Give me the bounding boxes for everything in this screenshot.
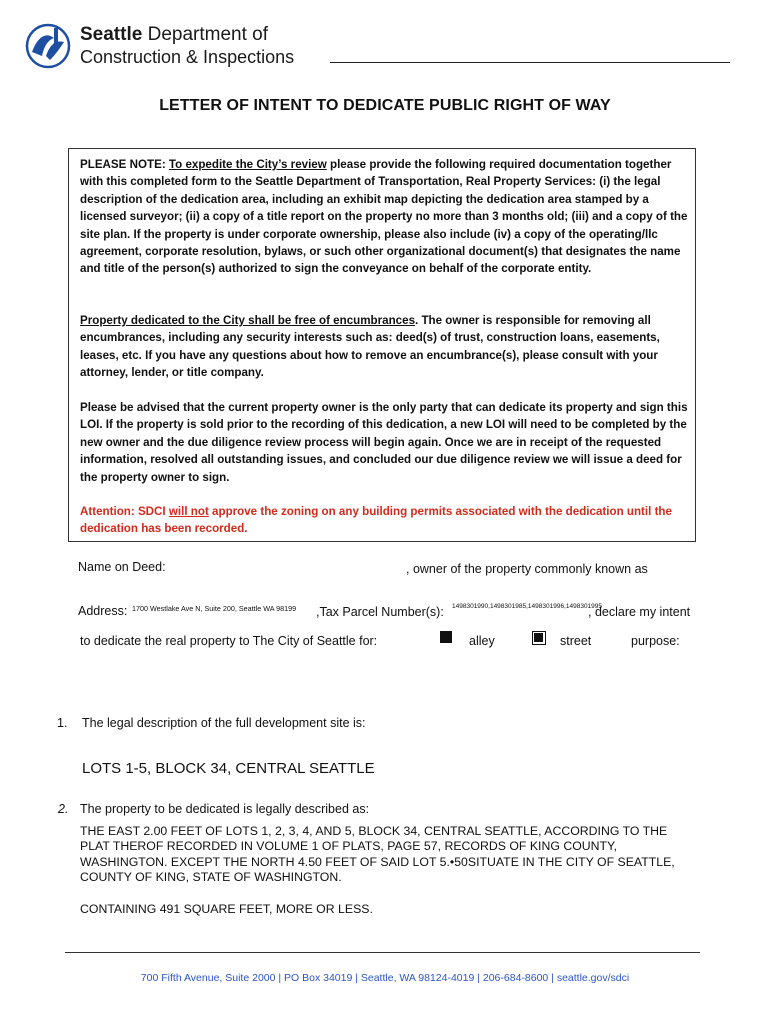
header-divider	[330, 62, 730, 63]
owner-text: , owner of the property commonly known as	[406, 562, 648, 576]
notice-paragraph-2: Property dedicated to the City shall be free of encumbrances. The owner is responsible for removing all encumbrances, including any security interests such as: deed(s) of trust, construction loans, easements, leases, etc. If you have any questions about how to remove an encumbrance(s), please consult with your attorney, lender, or title company.	[80, 314, 660, 380]
footer-divider	[65, 952, 700, 953]
area-text: CONTAINING 491 SQUARE FEET, MORE OR LESS.	[80, 901, 373, 916]
dedication-legal-description-field[interactable]	[80, 824, 700, 917]
dedicate-text: to dedicate the real property to The City of Seattle for:	[80, 634, 378, 648]
name-on-deed-label: Name on Deed:	[78, 560, 166, 574]
declare-text: , declare my intent	[588, 605, 691, 619]
alley-label: alley	[469, 634, 495, 648]
legal-description-text: THE EAST 2.00 FEET OF LOTS 1, 2, 3, 4, AND 5, BLOCK 34, CENTRAL SEATTLE, ACCORDING TO THE PLAT THEROF RECORDED IN VOLUME 1 OF PLATS, PAGE 57, RECORDS OF KING COUNTY, WASHINGTON. EXCEPT THE NORTH 4.50 FEET OF SAID LOT 5.•50SITUATE IN THE CITY OF SEATTLE, COUNTY OF KING, STATE OF WASHINGTON.	[80, 824, 675, 885]
footer-contact: 700 Fifth Avenue, Suite 2000 | PO Box 34019 | Seattle, WA 98124-4019 | 206-684-8600 | seattle.gov/sdci	[140, 972, 630, 984]
street-checkbox[interactable]	[532, 631, 546, 645]
org-subname: Construction & Inspections	[80, 47, 295, 67]
page-title: LETTER OF INTENT TO DEDICATE PUBLIC RIGHT OF WAY	[159, 97, 611, 114]
section-1-label: The legal description of the full development site is:	[82, 716, 366, 730]
street-label: street	[560, 634, 592, 648]
tax-parcel-field[interactable]: 1498301990,1498301985,1498301996,1498301995	[452, 603, 603, 610]
address-field[interactable]: 1700 Westlake Ave N, Suite 200, Seattle WA 98199	[132, 604, 297, 613]
purpose-label: purpose:	[631, 634, 680, 648]
notice-paragraph-1: PLEASE NOTE: To expedite the City’s review please provide the following required documentation together with this completed form to the Seattle Department of Transportation, Real Property Services: (i) the legal description of the dedication area, including an exhibit map depicting the dedication area stamped by a licensed surveyor; (ii) a copy of a title report on the property no more than 3 months old; (iii) and a copy of the site plan. If the property is under corporate ownership, please also include (iv) a copy of the operating/llc agreement, corporate resolution, bylaws, or such other organizational document(s) that designates the name and title of the person(s) authorized to sign the conveyance on behalf of the corporate entity.	[80, 158, 688, 276]
site-legal-description-field[interactable]: LOTS 1-5, BLOCK 34, CENTRAL SEATTLE	[82, 760, 375, 777]
section-2-label: The property to be dedicated is legally described as:	[80, 802, 370, 816]
org-name: Seattle Department of	[80, 24, 268, 45]
notice-paragraph-3: Please be advised that the current property owner is the only party that can dedicate its property and sign this LOI. If the property is sold prior to the recording of this dedication, a new LOI will need to be completed by the new owner and the due diligence review process will begin again. Once we are in receipt of the requested information, resolved all outstanding issues, and concluded our due diligence review we will issue a deed for the property owner to sign.	[80, 401, 688, 484]
alley-checkbox[interactable]	[440, 631, 452, 643]
tax-parcel-label: ,Tax Parcel Number(s):	[316, 605, 444, 619]
notice-box	[68, 148, 696, 542]
section-1-number: 1.	[57, 716, 68, 730]
section-2-number: 2.	[58, 802, 69, 816]
seattle-logo-icon	[24, 22, 76, 70]
address-label: Address:	[78, 604, 128, 618]
attention-text: Attention: SDCI will not approve the zoning on any building permits associated with the dedication until the dedication has been recorded.	[80, 505, 672, 536]
